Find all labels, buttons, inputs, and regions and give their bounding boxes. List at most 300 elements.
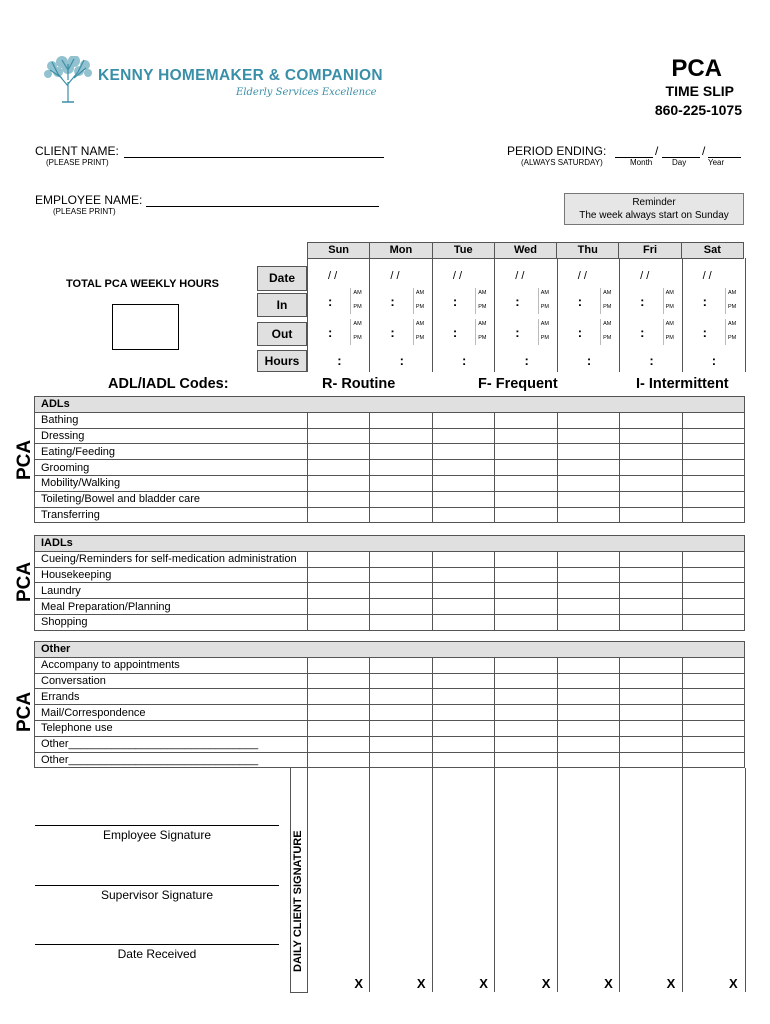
supervisor-signature-label: Supervisor Signature [100,888,214,902]
code-frequent: F- Frequent [478,376,558,392]
activity-day-cell[interactable] [370,551,432,567]
activity-day-cell[interactable] [370,705,432,721]
day-mon: Mon [370,243,432,259]
activity-day-cell[interactable] [557,720,619,736]
activity-day-cell[interactable] [495,657,557,673]
table-row [35,736,745,752]
date-entry[interactable]: / / [328,270,338,282]
activity-day-cell[interactable] [620,567,682,583]
date-entry[interactable]: / / [452,270,463,282]
client-name-label: CLIENT NAME: [35,144,119,158]
in-am-option[interactable]: AM [353,290,362,296]
in-pm-option[interactable]: PM [415,304,425,310]
activity-day-cell[interactable] [557,736,619,752]
time-entry-grid [307,258,744,372]
day-column [682,258,746,372]
pca-side-label-3: PCA [14,691,35,732]
table-row [35,507,745,523]
activity-day-cell[interactable] [370,599,432,615]
date-entry[interactable]: / / [640,270,650,282]
activity-day-cell[interactable] [620,444,682,460]
activity-day-cell[interactable] [432,657,494,673]
day-column [432,258,495,372]
date-received-label: Date Received [117,947,197,961]
date-entry[interactable]: / / [577,270,587,282]
activity-day-cell[interactable] [308,428,370,444]
activity-day-cell[interactable] [495,614,557,630]
activity-day-cell[interactable] [370,752,432,768]
table-row [35,614,745,630]
activity-day-cell[interactable] [682,491,745,507]
period-ending-label: PERIOD ENDING: [507,144,607,158]
activity-label: Telephone use [35,720,308,736]
table-row [35,551,745,567]
activity-day-cell[interactable] [432,551,494,567]
date-entry[interactable]: / / [702,270,712,282]
employee-signature-label: Employee Signature [102,828,212,842]
activity-day-cell[interactable] [495,412,557,428]
activity-day-cell[interactable] [620,720,682,736]
activity-day-cell[interactable] [495,567,557,583]
activity-label: Cueing/Reminders for self-medication administration [35,551,308,567]
out-pm-option[interactable]: PM [603,335,612,341]
activity-day-cell[interactable] [495,673,557,689]
activity-day-cell[interactable] [432,689,494,705]
activity-day-cell[interactable] [620,460,682,476]
table-row [35,752,745,768]
activity-day-cell[interactable] [370,720,432,736]
activity-day-cell[interactable] [495,583,557,599]
time-row-labels [257,266,306,372]
in-time-entry[interactable]: : [577,294,583,309]
employee-name-hint: (PLEASE PRINT) [53,207,116,216]
activity-day-cell[interactable] [370,657,432,673]
day-column [494,258,557,372]
activity-day-cell[interactable] [620,412,682,428]
in-pm-option[interactable]: PM [478,304,487,310]
activity-day-cell[interactable] [308,752,370,768]
activity-day-cell[interactable] [620,475,682,491]
activity-day-cell[interactable] [557,567,619,583]
form-title: PCA [671,55,722,82]
codes-label: ADL/IADL Codes: [108,376,229,392]
activity-day-cell[interactable] [620,491,682,507]
out-pm-option[interactable]: PM [353,335,362,341]
activity-label: Dressing [35,428,308,444]
table-row [35,599,745,615]
activity-label: Laundry [35,583,308,599]
weekly-hours-box[interactable] [112,304,179,350]
activity-day-cell[interactable] [308,444,370,460]
out-time-entry[interactable]: : [515,325,520,340]
table-row [35,491,745,507]
in-am-option[interactable]: AM [727,290,737,296]
day-sat: Sat [681,243,743,259]
activity-day-cell[interactable] [495,736,557,752]
in-time-entry[interactable]: : [702,294,707,309]
out-am-option[interactable]: AM [603,321,612,327]
activity-day-cell[interactable] [620,599,682,615]
activity-label: Other_______________________________ [35,736,308,752]
activity-day-cell[interactable] [308,491,370,507]
activity-day-cell[interactable] [432,460,494,476]
activity-day-cell[interactable] [495,689,557,705]
out-time-entry[interactable]: : [328,325,333,340]
out-pm-option[interactable]: PM [727,335,737,341]
tree-logo-icon [40,56,96,104]
activity-label: Eating/Feeding [35,444,308,460]
activity-day-cell[interactable] [432,673,494,689]
activity-day-cell[interactable] [682,705,745,721]
activity-day-cell[interactable] [308,475,370,491]
period-year-field[interactable] [708,143,741,158]
activity-day-cell[interactable] [432,583,494,599]
activity-day-cell[interactable] [620,551,682,567]
activity-day-cell[interactable] [557,614,619,630]
day-column [619,258,682,372]
activity-day-cell[interactable] [308,673,370,689]
in-am-option[interactable]: AM [665,290,674,296]
activity-day-cell[interactable] [308,583,370,599]
activity-day-cell[interactable] [495,507,557,523]
activity-day-cell[interactable] [432,752,494,768]
table-row [35,720,745,736]
day-sun: Sun [308,243,370,259]
out-time-entry[interactable]: : [702,325,707,340]
employee-name-field[interactable] [146,192,379,207]
day-thu: Thu [557,243,619,259]
activity-day-cell[interactable] [620,614,682,630]
period-month-label: Month [630,158,653,167]
daily-signature-cell[interactable] [494,768,557,992]
table-row [35,475,745,491]
activity-day-cell[interactable] [682,689,745,705]
table-row [35,657,745,673]
activity-day-cell[interactable] [370,475,432,491]
activity-day-cell[interactable] [432,428,494,444]
activity-day-cell[interactable] [495,444,557,460]
activity-day-cell[interactable] [557,428,619,444]
reminder-text: The week always start on Sunday [579,210,729,221]
out-time-entry[interactable]: : [452,325,458,340]
period-year-label: Year [708,158,725,167]
iadls-table [34,535,745,631]
activity-day-cell[interactable] [682,673,745,689]
activity-day-cell[interactable] [682,752,745,768]
activity-day-cell[interactable] [432,507,494,523]
activity-day-cell[interactable] [308,551,370,567]
activity-day-cell[interactable] [557,752,619,768]
in-am-option[interactable]: AM [415,290,425,296]
activity-day-cell[interactable] [370,736,432,752]
code-routine: R- Routine [322,376,396,392]
activity-label: Grooming [35,460,308,476]
day-wed: Wed [494,243,556,259]
activity-day-cell[interactable] [432,475,494,491]
period-day-field[interactable] [662,143,700,158]
activity-day-cell[interactable] [495,705,557,721]
in-pm-option[interactable]: PM [353,304,362,310]
activity-label: Accompany to appointments [35,657,308,673]
daily-signature-cell[interactable] [307,768,370,992]
activity-day-cell[interactable] [620,752,682,768]
adls-section-title: ADLs [35,397,745,413]
activity-day-cell[interactable] [682,551,744,567]
date-entry[interactable]: / / [515,270,525,282]
date-row-label: Date [257,266,307,291]
activity-day-cell[interactable] [682,460,745,476]
in-pm-option[interactable]: PM [603,304,612,310]
activity-day-cell[interactable] [620,507,682,523]
activity-day-cell[interactable] [432,444,494,460]
out-am-option[interactable]: AM [478,321,487,327]
activity-label: Mail/Correspondence [35,705,308,721]
activity-day-cell[interactable] [557,657,619,673]
activity-label: Conversation [35,673,308,689]
activity-day-cell[interactable] [557,673,619,689]
activity-day-cell[interactable] [682,583,744,599]
activity-label: Housekeeping [35,567,308,583]
days-header [307,242,744,259]
out-am-option[interactable]: AM [727,321,737,327]
activity-day-cell[interactable] [682,736,745,752]
activity-day-cell[interactable] [620,705,682,721]
period-day-label: Day [672,158,687,167]
employee-name-label: EMPLOYEE NAME: [35,193,143,207]
hours-entry[interactable]: : [586,353,592,368]
table-row [35,444,745,460]
activity-day-cell[interactable] [495,428,557,444]
out-time-entry[interactable]: : [640,325,645,340]
daily-signature-cell[interactable] [682,768,746,992]
activity-day-cell[interactable] [308,567,370,583]
daily-signature-cell[interactable] [432,768,495,992]
activity-day-cell[interactable] [370,444,432,460]
reminder-title: Reminder [632,197,676,208]
in-pm-option[interactable]: PM [727,304,737,310]
in-am-option[interactable]: AM [478,290,487,296]
activity-day-cell[interactable] [557,491,619,507]
date-entry[interactable]: / / [390,270,400,282]
activity-day-cell[interactable] [432,599,494,615]
signature-x-mark: X [479,976,488,991]
in-time-entry[interactable]: : [328,294,333,309]
out-am-option[interactable]: AM [353,321,362,327]
out-time-entry[interactable]: : [577,325,583,340]
activity-day-cell[interactable] [370,507,432,523]
activity-day-cell[interactable] [370,614,432,630]
table-row [35,428,745,444]
activity-label: Toileting/Bowel and bladder care [35,491,308,507]
company-name: KENNY HOMEMAKER & COMPANION [98,67,383,84]
activity-label: Mobility/Walking [35,475,308,491]
activity-label: Errands [35,689,308,705]
out-am-option[interactable]: AM [665,321,674,327]
in-pm-option[interactable]: PM [665,304,674,310]
activity-day-cell[interactable] [557,412,619,428]
in-pm-option[interactable]: PM [540,304,549,310]
client-name-field[interactable] [124,143,384,158]
out-pm-option[interactable]: PM [540,335,549,341]
signature-x-mark: X [728,976,738,991]
activity-day-cell[interactable] [308,460,370,476]
activity-day-cell[interactable] [370,412,432,428]
day-tue: Tue [432,243,494,259]
activity-day-cell[interactable] [682,428,745,444]
date-received-line[interactable] [35,944,279,945]
activity-day-cell[interactable] [557,689,619,705]
hours-entry[interactable]: : [462,353,467,368]
activity-day-cell[interactable] [682,599,744,615]
table-row [35,689,745,705]
other-table [34,641,745,768]
activity-day-cell[interactable] [620,657,682,673]
activity-day-cell[interactable] [620,673,682,689]
signature-x-mark: X [354,976,364,991]
activity-day-cell[interactable] [432,720,494,736]
activity-day-cell[interactable] [308,599,370,615]
daily-signature-cell[interactable] [557,768,620,992]
in-time-entry[interactable]: : [640,294,645,309]
in-time-entry[interactable]: : [452,294,458,309]
activity-day-cell[interactable] [620,736,682,752]
activity-day-cell[interactable] [308,720,370,736]
activity-day-cell[interactable] [370,673,432,689]
activity-day-cell[interactable] [308,705,370,721]
activity-day-cell[interactable] [682,614,744,630]
code-intermittent: I- Intermittent [636,376,729,392]
activity-day-cell[interactable] [308,657,370,673]
activity-day-cell[interactable] [557,475,619,491]
activity-day-cell[interactable] [495,460,557,476]
activity-label: Transferring [35,507,308,523]
activity-day-cell[interactable] [370,491,432,507]
activity-day-cell[interactable] [557,507,619,523]
activity-day-cell[interactable] [620,583,682,599]
activity-day-cell[interactable] [682,567,744,583]
activity-day-cell[interactable] [495,599,557,615]
table-row [35,705,745,721]
pca-side-label-1: PCA [14,439,35,480]
activity-day-cell[interactable] [308,689,370,705]
in-am-option[interactable]: AM [540,290,549,296]
daily-client-signature-label: DAILY CLIENT SIGNATURE [292,830,304,972]
in-row-label: In [257,293,307,317]
activity-day-cell[interactable] [370,583,432,599]
period-month-field[interactable] [615,143,653,158]
supervisor-signature-line[interactable] [35,885,279,886]
activity-day-cell[interactable] [432,412,494,428]
activity-day-cell[interactable] [432,736,494,752]
hours-entry[interactable]: : [337,353,342,368]
daily-signature-cell[interactable] [369,768,432,992]
signature-x-mark: X [666,976,676,991]
activity-day-cell[interactable] [370,428,432,444]
activity-day-cell[interactable] [620,428,682,444]
activity-day-cell[interactable] [495,491,557,507]
client-name-hint: (PLEASE PRINT) [46,158,109,167]
day-column [557,258,620,372]
activity-day-cell[interactable] [620,689,682,705]
out-am-option[interactable]: AM [540,321,549,327]
out-time-entry[interactable]: : [390,325,395,340]
in-am-option[interactable]: AM [603,290,612,296]
activity-day-cell[interactable] [308,736,370,752]
adls-table [34,396,745,523]
signature-x-mark: X [416,976,426,991]
hours-entry[interactable]: : [649,353,654,368]
hours-entry[interactable]: : [524,353,529,368]
activity-day-cell[interactable] [682,444,745,460]
activity-day-cell[interactable] [432,491,494,507]
in-time-entry[interactable]: : [390,294,395,309]
table-row [35,567,745,583]
day-fri: Fri [619,243,681,259]
activity-day-cell[interactable] [495,720,557,736]
out-pm-option[interactable]: PM [415,335,425,341]
activity-day-cell[interactable] [557,444,619,460]
in-time-entry[interactable]: : [515,294,520,309]
activity-day-cell[interactable] [370,567,432,583]
weekly-hours-label: TOTAL PCA WEEKLY HOURS [66,278,220,290]
out-row-label: Out [257,322,307,346]
activity-day-cell[interactable] [308,507,370,523]
day-column [307,258,370,372]
hours-entry[interactable]: : [399,353,404,368]
daily-signature-cell[interactable] [619,768,682,992]
day-column [369,258,432,372]
period-hint: (ALWAYS SATURDAY) [521,158,603,167]
activity-day-cell[interactable] [557,599,619,615]
signature-x-mark: X [541,976,551,991]
activity-day-cell[interactable] [682,412,745,428]
table-row [35,412,745,428]
pca-side-label-2: PCA [14,561,35,602]
activity-label: Meal Preparation/Planning [35,599,308,615]
activity-day-cell[interactable] [557,583,619,599]
pca-time-slip-form: KENNY HOMEMAKER & COMPANION Elderly Services Excellence PCA TIME SLIP 860-225-1075 CLIENT NAME: (PLEASE PRINT) PERIOD ENDING: / / (ALWAYS SATURDAY) Month Day Year EMPLOYEE NAME: (PLEASE PRINT) Reminder The week always start on Sunday TOTAL PCA WEEKLY HOURS Sun Mon Tue Wed Thu Fri Sat Date In Out Hours / / : AM PM : AM PM : / / : AM PM : AM PM : / / : AM PM : AM PM : / / : AM PM : AM PM : / / : AM PM : AM PM : / / : AM PM : AM PM : / / : AM PM : AM PM : ADL/IADL Codes: R- Routine F- Frequent I- Intermittent PCA PCA PCA ADLs Bathing Dressing Eating/Feeding Grooming Mobility/Walking Toileting/Bowel and bladder care Transferring IADLs Cueing/Reminders for self-medication administration Housekeeping Laundry Meal Preparation/Planning Shopping Other Accompany to appointments Conversation Errands Mail/Correspondence Telephone use Other_______________________________ Other_______________________________ DAILY CLIENT SIGNATURE X X X X X X X Employee Signature Supervisor Signature Date Received [0,0,770,1024]
out-pm-option[interactable]: PM [478,335,487,341]
employee-signature-line[interactable] [35,825,279,826]
activity-day-cell[interactable] [495,752,557,768]
activity-day-cell[interactable] [370,460,432,476]
activity-day-cell[interactable] [682,475,745,491]
activity-day-cell[interactable] [557,460,619,476]
activity-day-cell[interactable] [495,551,557,567]
daily-signature-grid [307,768,744,992]
hours-entry[interactable]: : [711,353,717,368]
table-row [35,583,745,599]
activity-day-cell[interactable] [432,614,494,630]
activity-day-cell[interactable] [557,551,619,567]
activity-day-cell[interactable] [682,657,745,673]
activity-day-cell[interactable] [495,475,557,491]
activity-day-cell[interactable] [308,412,370,428]
out-pm-option[interactable]: PM [665,335,674,341]
out-am-option[interactable]: AM [415,321,425,327]
activity-day-cell[interactable] [370,689,432,705]
other-section-title: Other [35,642,745,658]
activity-day-cell[interactable] [682,720,745,736]
activity-label: Other_______________________________ [35,752,308,768]
activity-day-cell[interactable] [308,614,370,630]
activity-day-cell[interactable] [557,705,619,721]
form-subtitle: TIME SLIP [665,83,734,99]
activity-day-cell[interactable] [682,507,745,523]
activity-label: Shopping [35,614,308,630]
activity-day-cell[interactable] [432,567,494,583]
activity-day-cell[interactable] [432,705,494,721]
